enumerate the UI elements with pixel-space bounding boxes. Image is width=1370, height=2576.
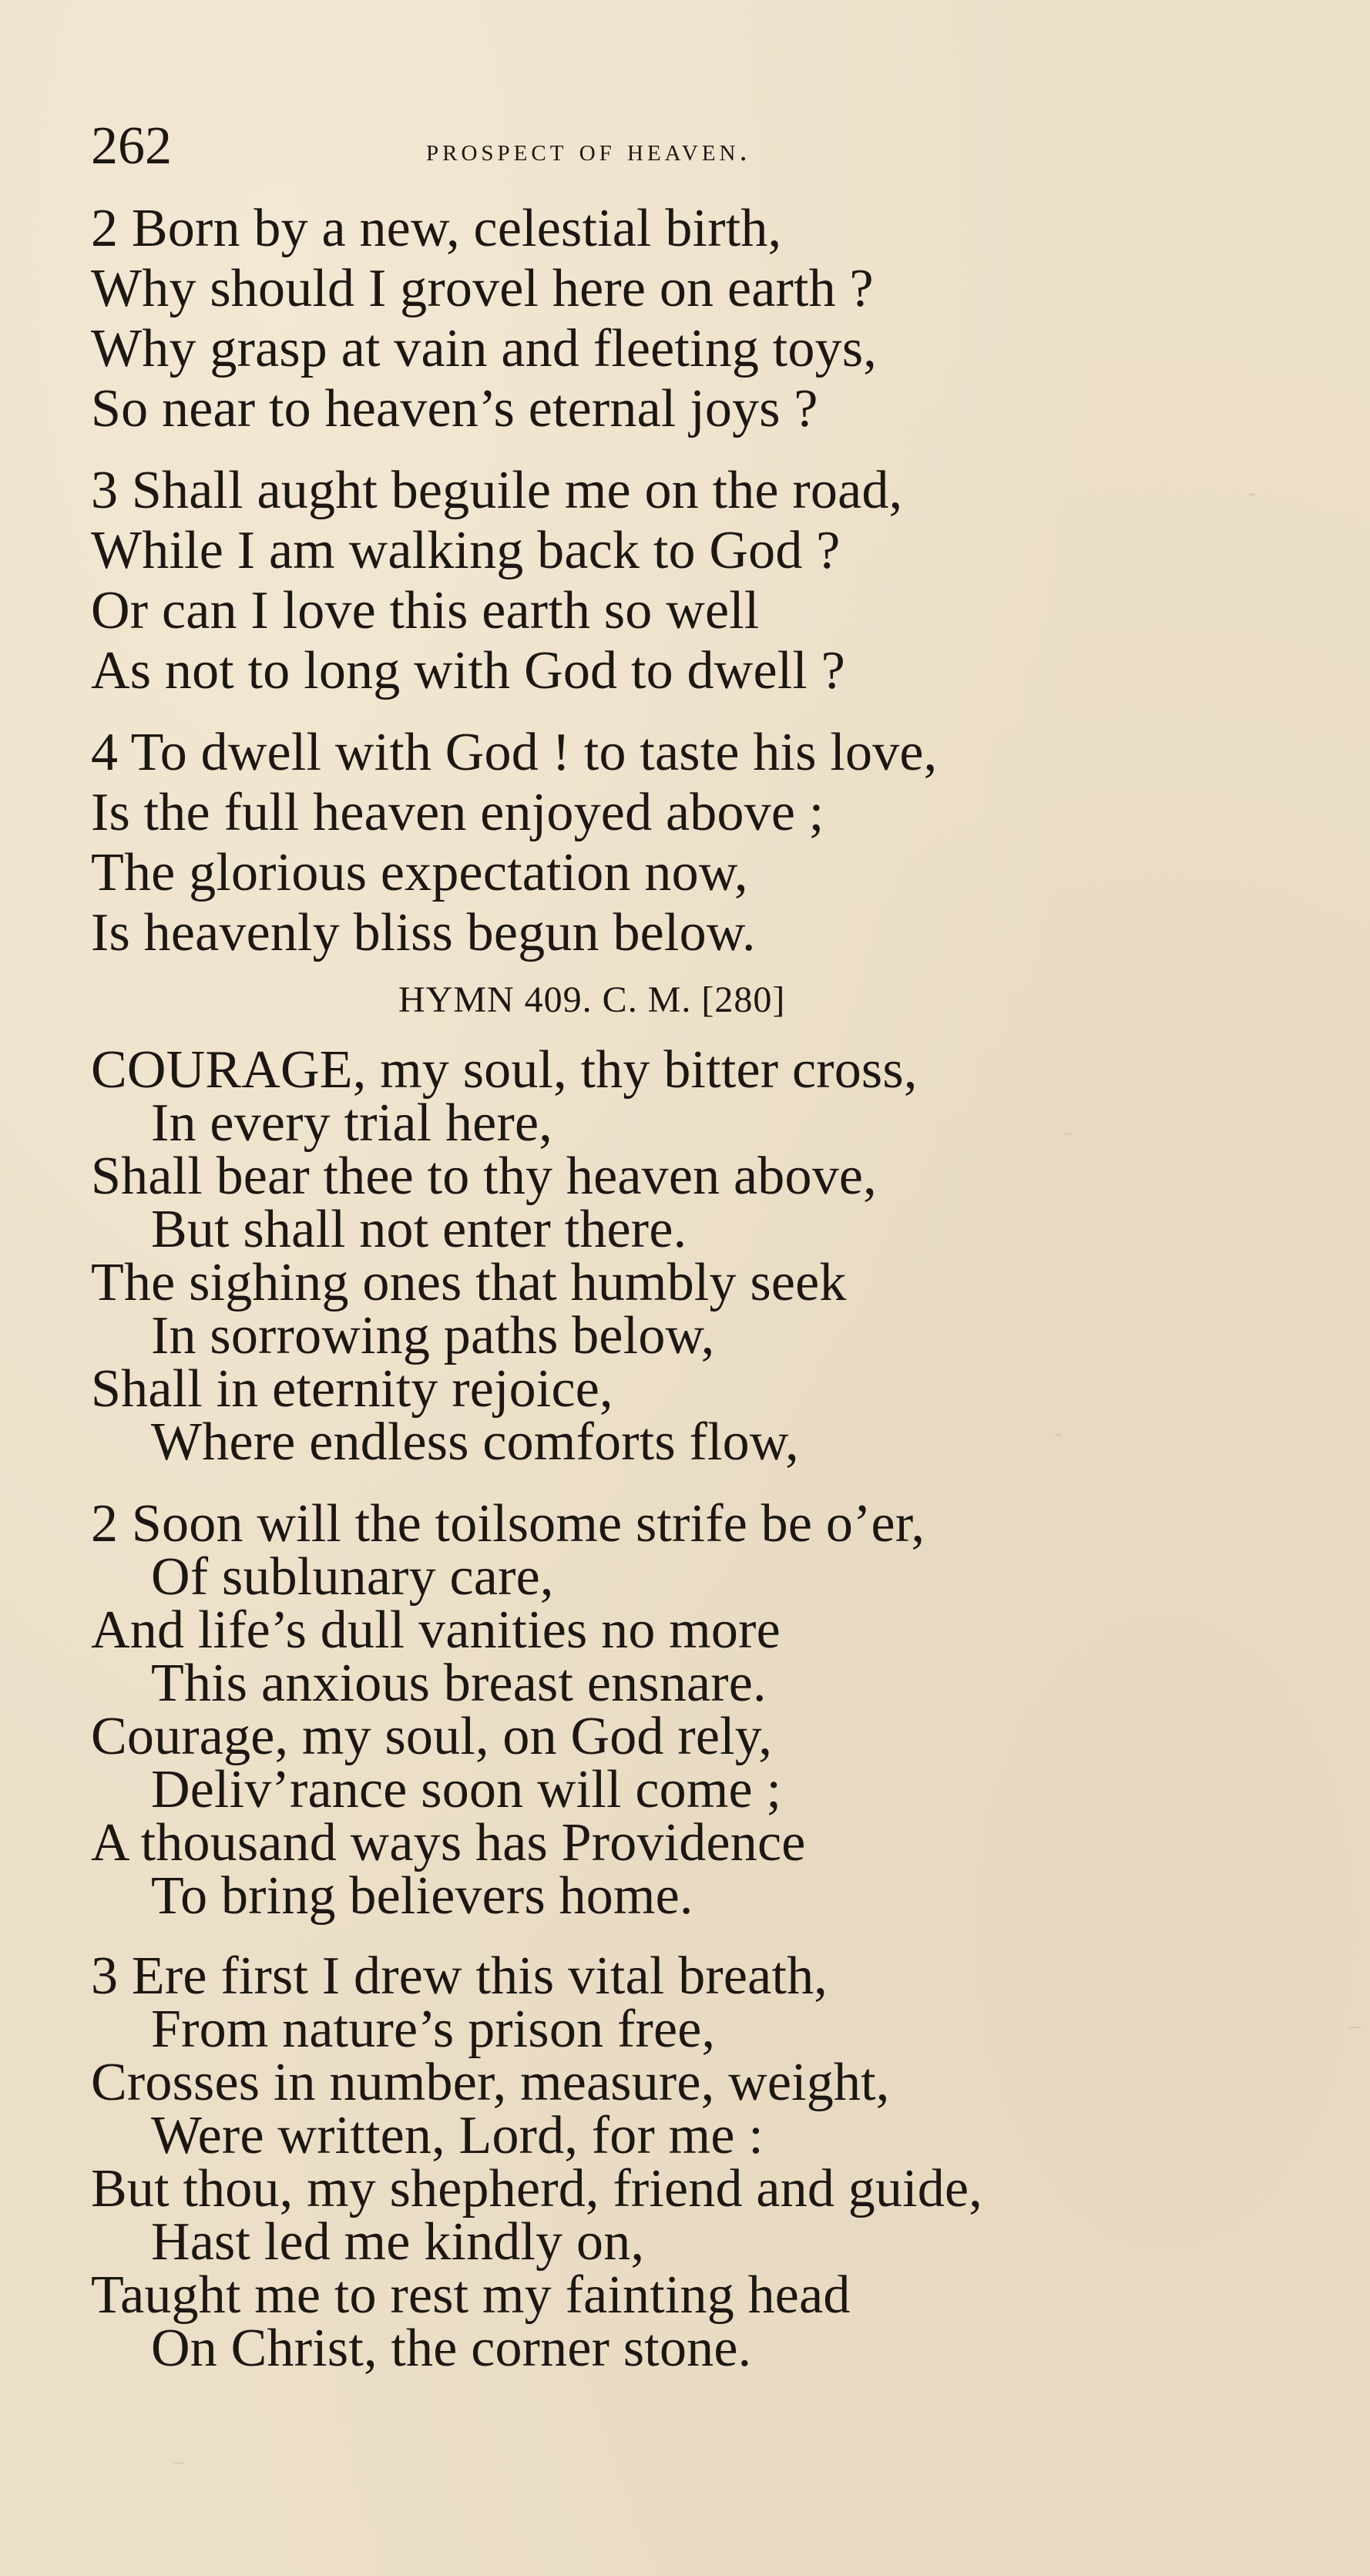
verse-line: As not to long with God to dwell ? xyxy=(91,641,845,700)
verse-line: Is heavenly bliss begun below. xyxy=(91,903,756,962)
paper-speck xyxy=(1063,1133,1073,1135)
verse-line: 2 Born by a new, celestial birth, xyxy=(91,199,782,258)
verse-line: 3 Ere first I drew this vital breath, xyxy=(91,1946,828,2006)
verse-line: The glorious expectation now, xyxy=(91,843,748,902)
verse-line: Taught me to rest my fainting head xyxy=(91,2265,851,2325)
verse-line: From nature’s prison free, xyxy=(151,2000,716,2059)
verse-line: On Christ, the corner stone. xyxy=(151,2319,752,2378)
verse-line: This anxious breast ensnare. xyxy=(151,1654,767,1713)
running-head: prospect of heaven. xyxy=(426,132,751,167)
paper-speck xyxy=(173,2462,184,2464)
verse-line: In every trial here, xyxy=(151,1093,552,1153)
verse-line: Why grasp at vain and fleeting toys, xyxy=(91,319,877,378)
verse-line: 3 Shall aught beguile me on the road, xyxy=(91,461,903,520)
verse-line: And life’s dull vanities no more xyxy=(91,1600,781,1660)
verse-line: 4 To dwell with God ! to taste his love, xyxy=(91,723,938,782)
verse-line: Courage, my soul, on God rely, xyxy=(91,1707,773,1766)
verse-line: Where endless comforts flow, xyxy=(151,1412,799,1472)
verse-line: The sighing ones that humbly seek xyxy=(91,1253,847,1312)
page-number: 262 xyxy=(91,116,172,176)
verse-line: So near to heaven’s eternal joys ? xyxy=(91,379,818,438)
page-header xyxy=(91,116,908,177)
verse-line: In sorrowing paths below, xyxy=(151,1306,715,1365)
verse-line: Shall bear thee to thy heaven above, xyxy=(91,1147,877,1206)
paper-speck xyxy=(1348,2027,1362,2028)
verse-line: Or can I love this earth so well xyxy=(91,581,760,640)
verse-line: 2 Soon will the toilsome strife be o’er, xyxy=(91,1494,925,1553)
verse-line: But thou, my shepherd, friend and guide, xyxy=(91,2159,982,2218)
verse-line: Hast led me kindly on, xyxy=(151,2212,645,2272)
verse-line: Deliv’rance soon will come ; xyxy=(151,1760,782,1819)
verse-line: But shall not enter there. xyxy=(151,1200,687,1259)
verse-line: Shall in eternity rejoice, xyxy=(91,1359,613,1419)
paper-speck xyxy=(1056,1433,1062,1436)
verse-line: Were written, Lord, for me : xyxy=(151,2106,764,2165)
verse-line: COURAGE, my soul, thy bitter cross, xyxy=(91,1040,918,1100)
verse-line: While I am walking back to God ? xyxy=(91,521,841,580)
paper-speck xyxy=(1248,493,1256,496)
hymn-heading: HYMN 409. C. M. [280] xyxy=(398,979,786,1020)
verse-line: Of sublunary care, xyxy=(151,1547,554,1607)
verse-line: Is the full heaven enjoyed above ; xyxy=(91,783,824,842)
verse-line: A thousand ways has Providence xyxy=(91,1813,806,1872)
verse-line: To bring believers home. xyxy=(151,1866,693,1926)
verse-line: Why should I grovel here on earth ? xyxy=(91,259,874,318)
verse-line: Crosses in number, measure, weight, xyxy=(91,2053,890,2112)
